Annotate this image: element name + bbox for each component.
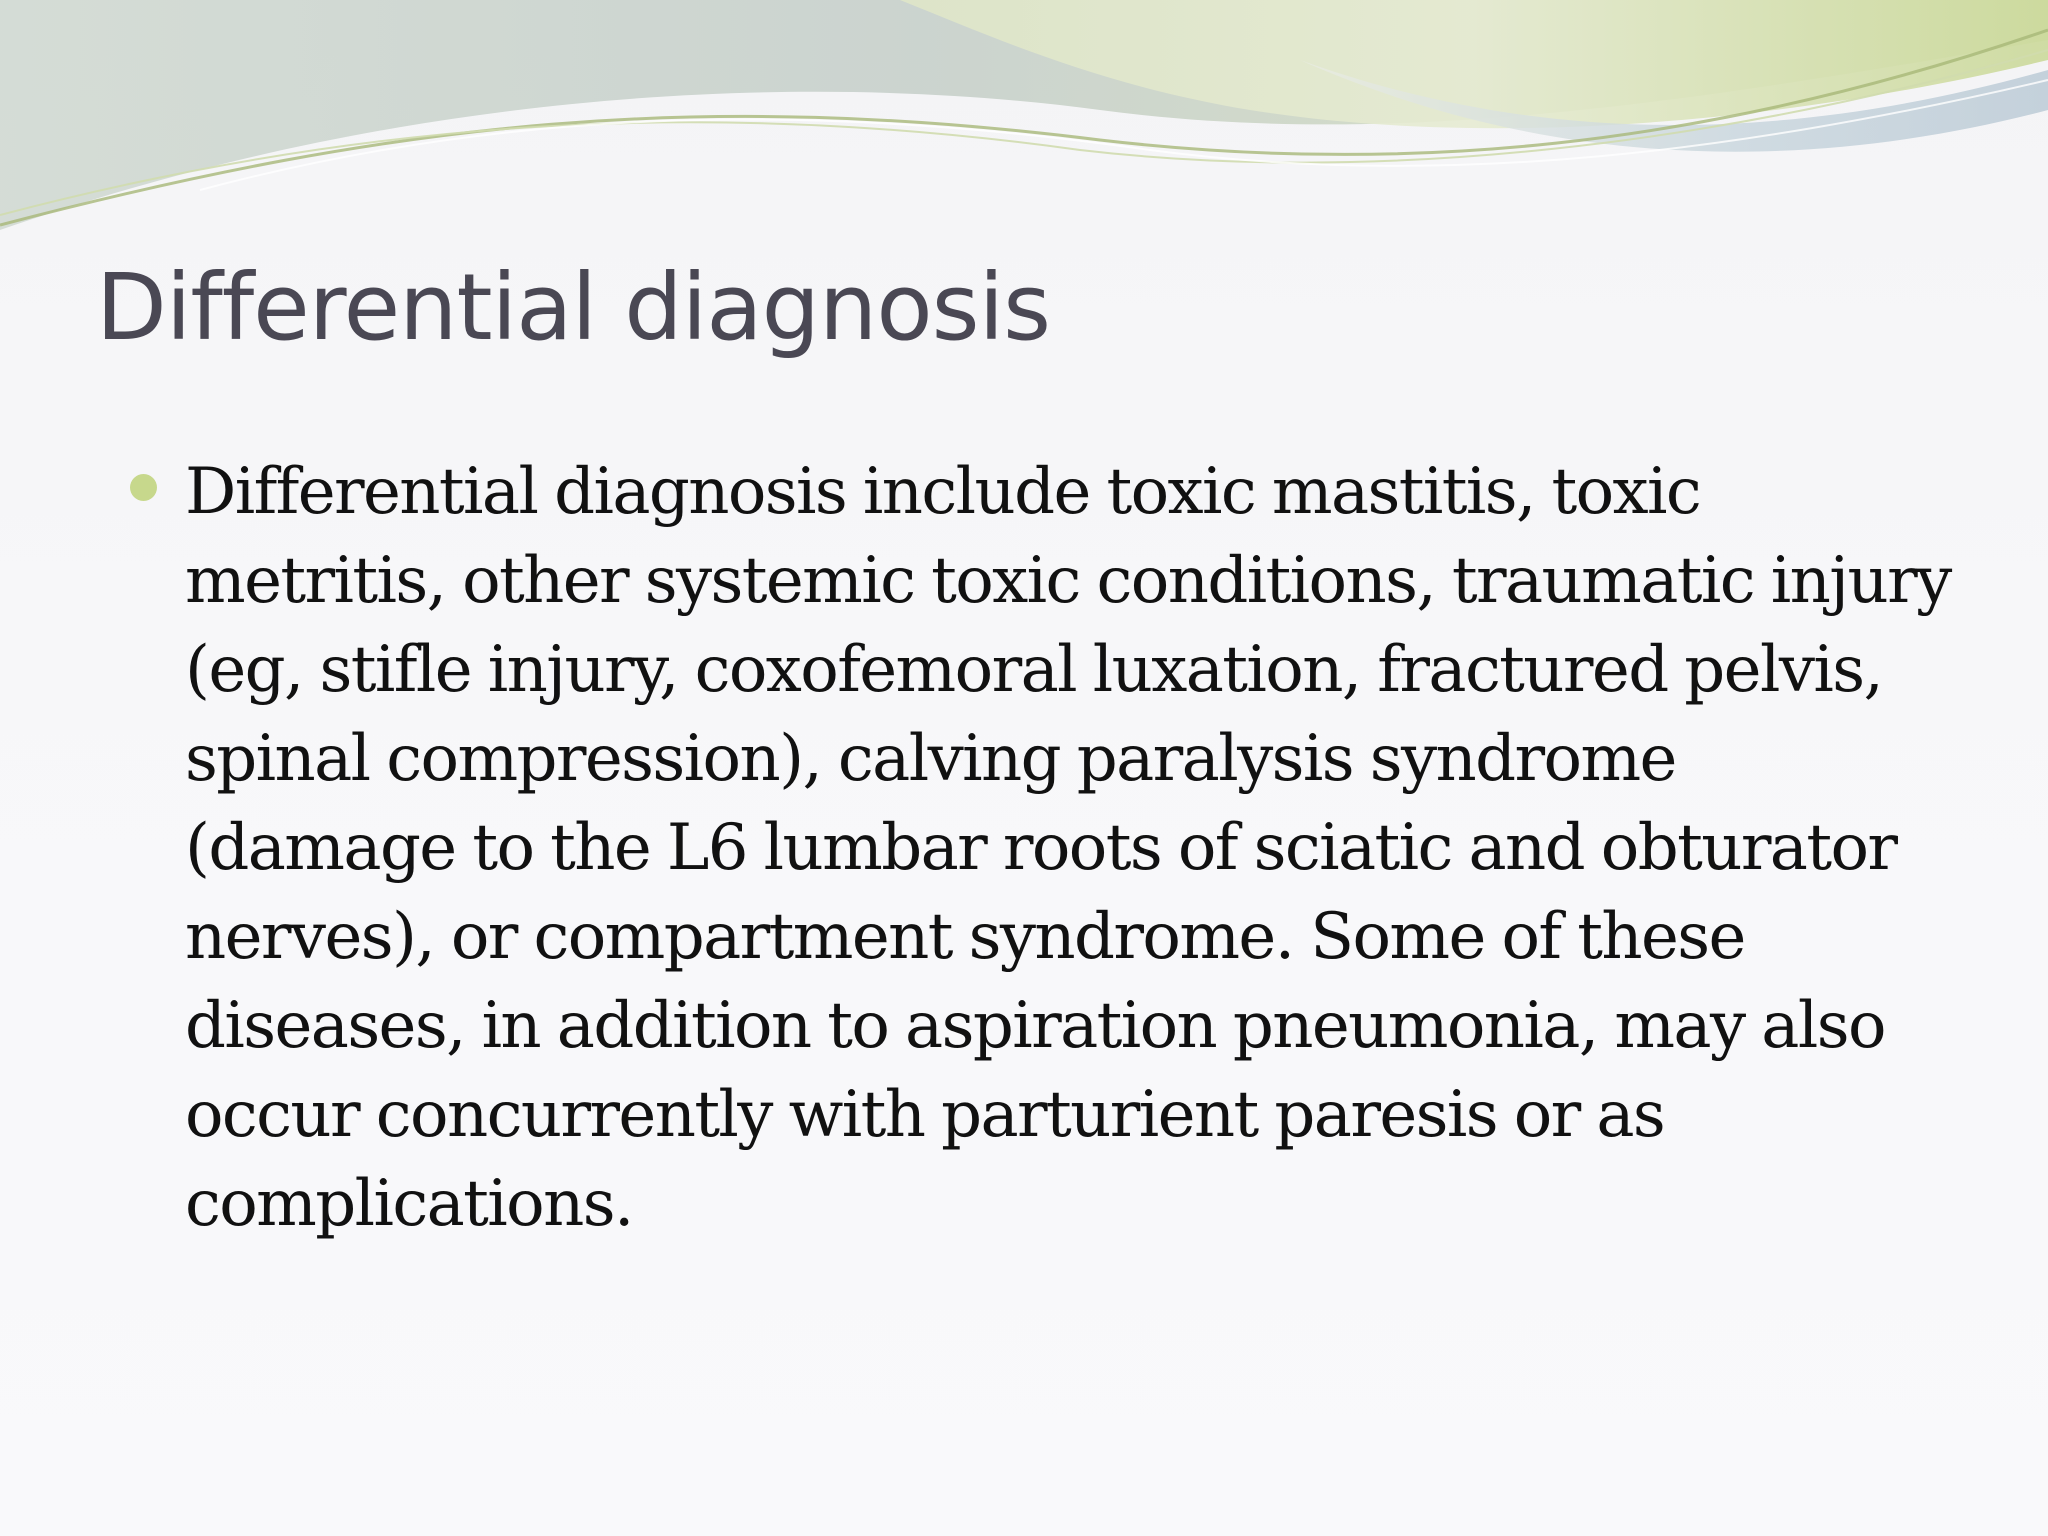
bullet-item (130, 448, 1960, 1249)
slide-title: Differential diagnosis (96, 254, 1051, 361)
header-wave-decoration (0, 0, 2048, 260)
bullet-list (130, 448, 1960, 1249)
bullet-dot-icon (130, 474, 157, 501)
bullet-text: Differential diagnosis include toxic mastitis, toxic metritis, other systemic toxic conditions, traumatic injury (eg, stifle injury, coxofemoral luxation, fractured pelvis, spinal compression), calving paralysis syndrome (damage to the L6 lumbar roots of sciatic and obturator nerves), or compartment syndrome. Some of these diseases, in addition to aspiration pneumonia, may also occur concurrently with parturient paresis or as complications. (185, 455, 1951, 1241)
